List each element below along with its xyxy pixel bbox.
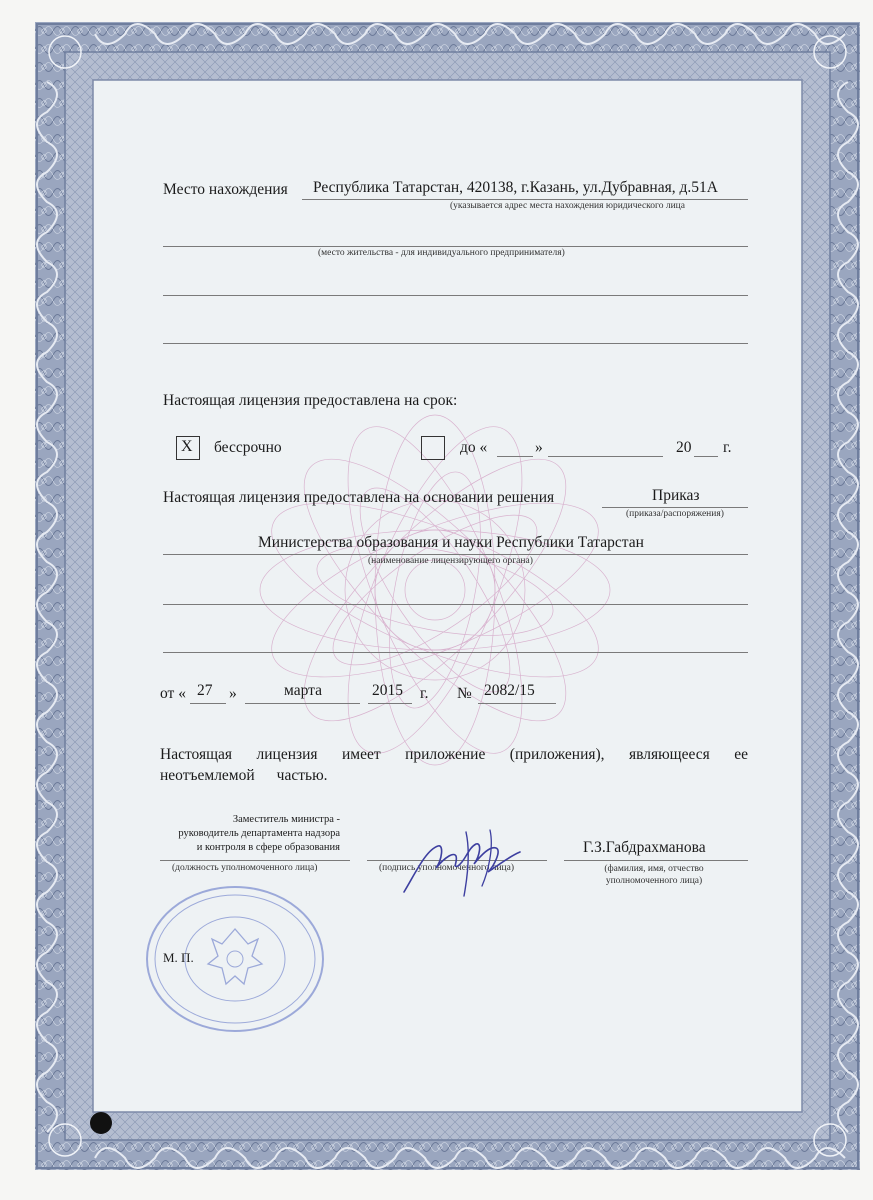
authority-line-3 <box>163 652 748 653</box>
punch-hole-mark <box>90 1112 112 1134</box>
until-close: » <box>535 439 543 456</box>
position-hint: (должность уполномоченного лица) <box>172 863 318 873</box>
until-year-line <box>694 456 718 457</box>
appendix-word: Настоящая <box>160 746 233 763</box>
handwritten-signature <box>396 826 526 898</box>
position-line: и контроля в сфере образования <box>196 842 340 853</box>
date-month-line <box>245 703 360 704</box>
date-year-suffix: г. <box>420 685 429 702</box>
until-year-prefix: 20 <box>676 439 692 456</box>
appendix-word: лицензия <box>256 746 318 763</box>
appendix-word: частью. <box>276 767 328 784</box>
date-day-line <box>190 703 226 704</box>
indefinite-label: бессрочно <box>214 439 282 456</box>
signature-hint: (подпись уполномоченного лица) <box>379 863 515 873</box>
date-year: 2015 <box>372 682 403 699</box>
official-name: Г.З.Габдрахманова <box>583 839 706 856</box>
address-line-2 <box>163 246 748 247</box>
official-position <box>160 813 340 855</box>
position-line-rule <box>160 860 350 861</box>
until-day-line <box>497 456 533 457</box>
indefinite-check-mark: X <box>181 438 193 455</box>
decision-type-line <box>602 507 748 508</box>
address-line-4 <box>163 343 748 344</box>
appendix-word: приложение <box>405 746 486 763</box>
term-label: Настоящая лицензия предоставлена на срок: <box>163 392 458 409</box>
address-line-3 <box>163 295 748 296</box>
appendix-word: являющееся <box>628 746 710 763</box>
authority-line <box>163 554 748 555</box>
location-hint-legal: (указывается адрес места нахождения юридического лица <box>450 201 685 211</box>
location-value: Республика Татарстан, 420138, г.Казань, ул.Дубравная, д.51А <box>313 179 718 196</box>
date-year-line <box>368 703 412 704</box>
location-hint-individual: (место жительства - для индивидуального предпринимателя) <box>318 248 565 258</box>
date-day-close: » <box>229 685 237 702</box>
appendix-word: имеет <box>341 746 381 763</box>
appendix-word: ее <box>734 746 748 763</box>
date-from-label: от « <box>160 685 186 702</box>
authority-line-2 <box>163 604 748 605</box>
position-line: руководитель департамента надзора <box>178 828 340 839</box>
basis-label: Настоящая лицензия предоставлена на основании решения <box>163 489 555 506</box>
decision-type: Приказ <box>652 487 700 504</box>
name-line <box>564 860 748 861</box>
date-month: марта <box>284 682 322 699</box>
name-hint-line: (фамилия, имя, отчество <box>604 864 704 874</box>
number-line <box>478 703 556 704</box>
decision-type-hint: (приказа/распоряжения) <box>626 509 724 519</box>
until-checkbox <box>421 436 445 460</box>
appendix-word: (приложения), <box>509 746 605 763</box>
authority-name: Министерства образования и науки Республики Татарстан <box>258 534 644 551</box>
until-label: до « <box>460 439 488 456</box>
location-line <box>302 199 748 200</box>
seal-label: М. П. <box>163 950 194 965</box>
until-month-line <box>548 456 663 457</box>
number-sign: № <box>457 685 472 702</box>
decision-number: 2082/15 <box>484 682 535 699</box>
until-year-suffix: г. <box>723 439 732 456</box>
appendix-line-2 <box>160 767 328 785</box>
name-hint <box>584 863 724 887</box>
appendix-word: неотъемлемой <box>160 767 255 784</box>
location-label: Место нахождения <box>163 181 288 198</box>
authority-hint: (наименование лицензирующего органа) <box>368 556 533 566</box>
appendix-line-1 <box>160 746 748 764</box>
position-line: Заместитель министра - <box>232 814 340 825</box>
date-day: 27 <box>197 682 213 699</box>
name-hint-line: уполномоченного лица) <box>605 876 703 886</box>
